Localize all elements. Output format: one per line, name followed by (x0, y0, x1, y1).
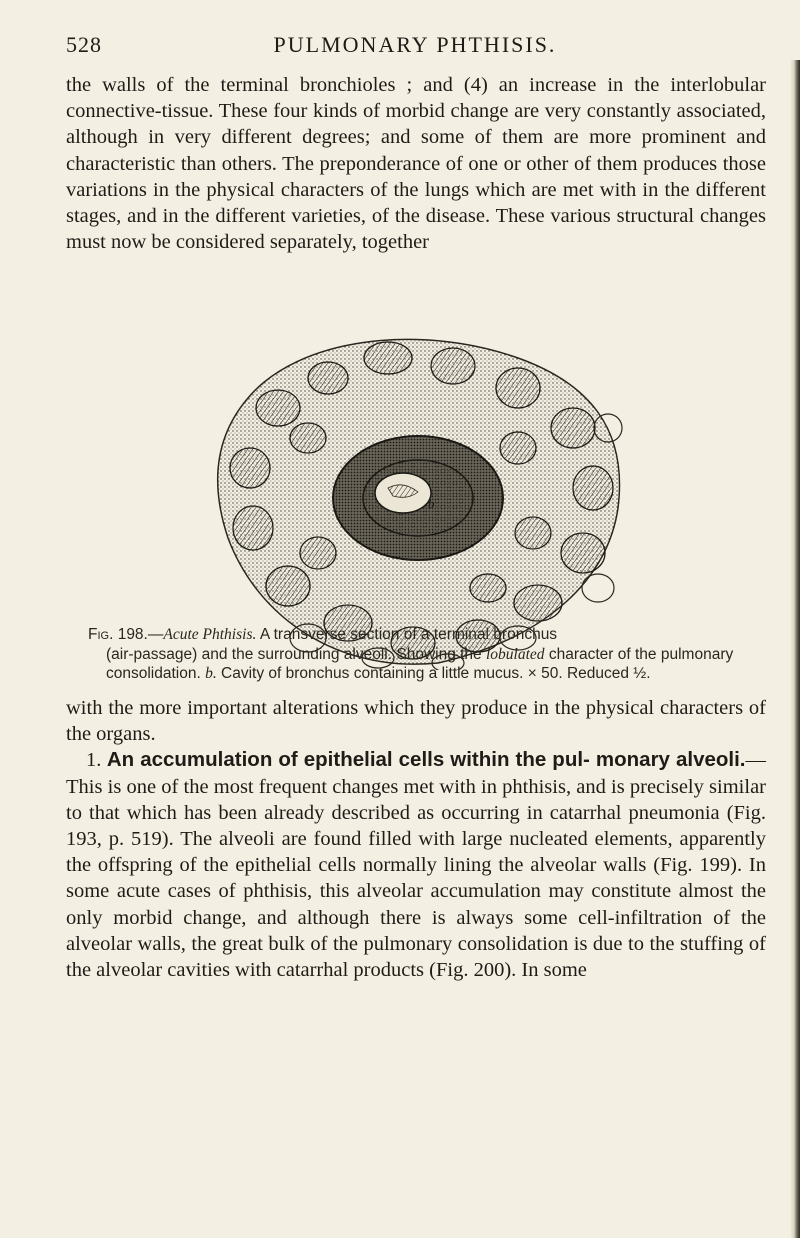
section-text: —This is one of the most frequent changes met with in phthisis, and is precisely similar to that which has been already described as occurring in catarrhal pneumonia (Fig. 193, p. 519). The alveoli are found filled with large nucleated elements, apparently the offspring of the epithelial cells normally lining the alveolar walls (Fig. 199). In some acute cases of phthisis, this alveolar accumulation may constitute almost the only morbid change, and although there is always some cell-infiltration of the alveolar walls, the great bulk of the pulmonary consolidation is due to the stuffing of the alveolar cavities with catarrhal products (Fig. 200). In some (66, 749, 766, 982)
caption-italic-3: b. (205, 665, 217, 682)
figure-caption (88, 625, 753, 684)
figure-label-b: b (428, 496, 435, 511)
caption-italic-2: lobulated (485, 645, 545, 663)
page-number: 528 (66, 32, 102, 57)
page-header (66, 32, 764, 62)
caption-text-4: Cavity of bronchus containing a little mucus. × 50. Reduced ½. (216, 665, 651, 682)
caption-title: Acute Phthisis. (163, 626, 257, 643)
section-paragraph (66, 747, 766, 983)
histology-figure (188, 318, 638, 670)
paragraph-continuation: with the more important alterations which they produce in the physical characters of the organs. (66, 697, 766, 746)
section-heading: An accumulation of epithelial cells within the pul- monary alveoli. (106, 748, 746, 772)
page-edge-shadow (790, 60, 800, 1238)
body-text-bottom (66, 695, 766, 983)
running-head: PULMONARY PHTHISIS. (273, 32, 557, 57)
body-text-top (66, 72, 766, 255)
caption-label: Fig. 198.— (88, 626, 164, 643)
caption-text-2: (air-passage) and the surrounding alveoli. Showing the (106, 645, 486, 663)
caption-text-3: character of the pulmonary consolidation. (106, 645, 734, 682)
section-number: 1. (86, 749, 102, 772)
caption-text-1: A transverse section of a terminal bronchus (256, 626, 558, 643)
paragraph-top: the walls of the terminal bronchioles ; and (4) an increase in the interlobular connective-tissue. These four kinds of morbid change are very constantly associated, although in very different degrees; and some of them are more prominent and characteristic than others. The preponderance of one or other of them produces those variations in the physical characters of the lungs which are met with in the different stages, and in the different varieties, of the disease. These various structural changes must now be considered separately, together (66, 74, 766, 254)
